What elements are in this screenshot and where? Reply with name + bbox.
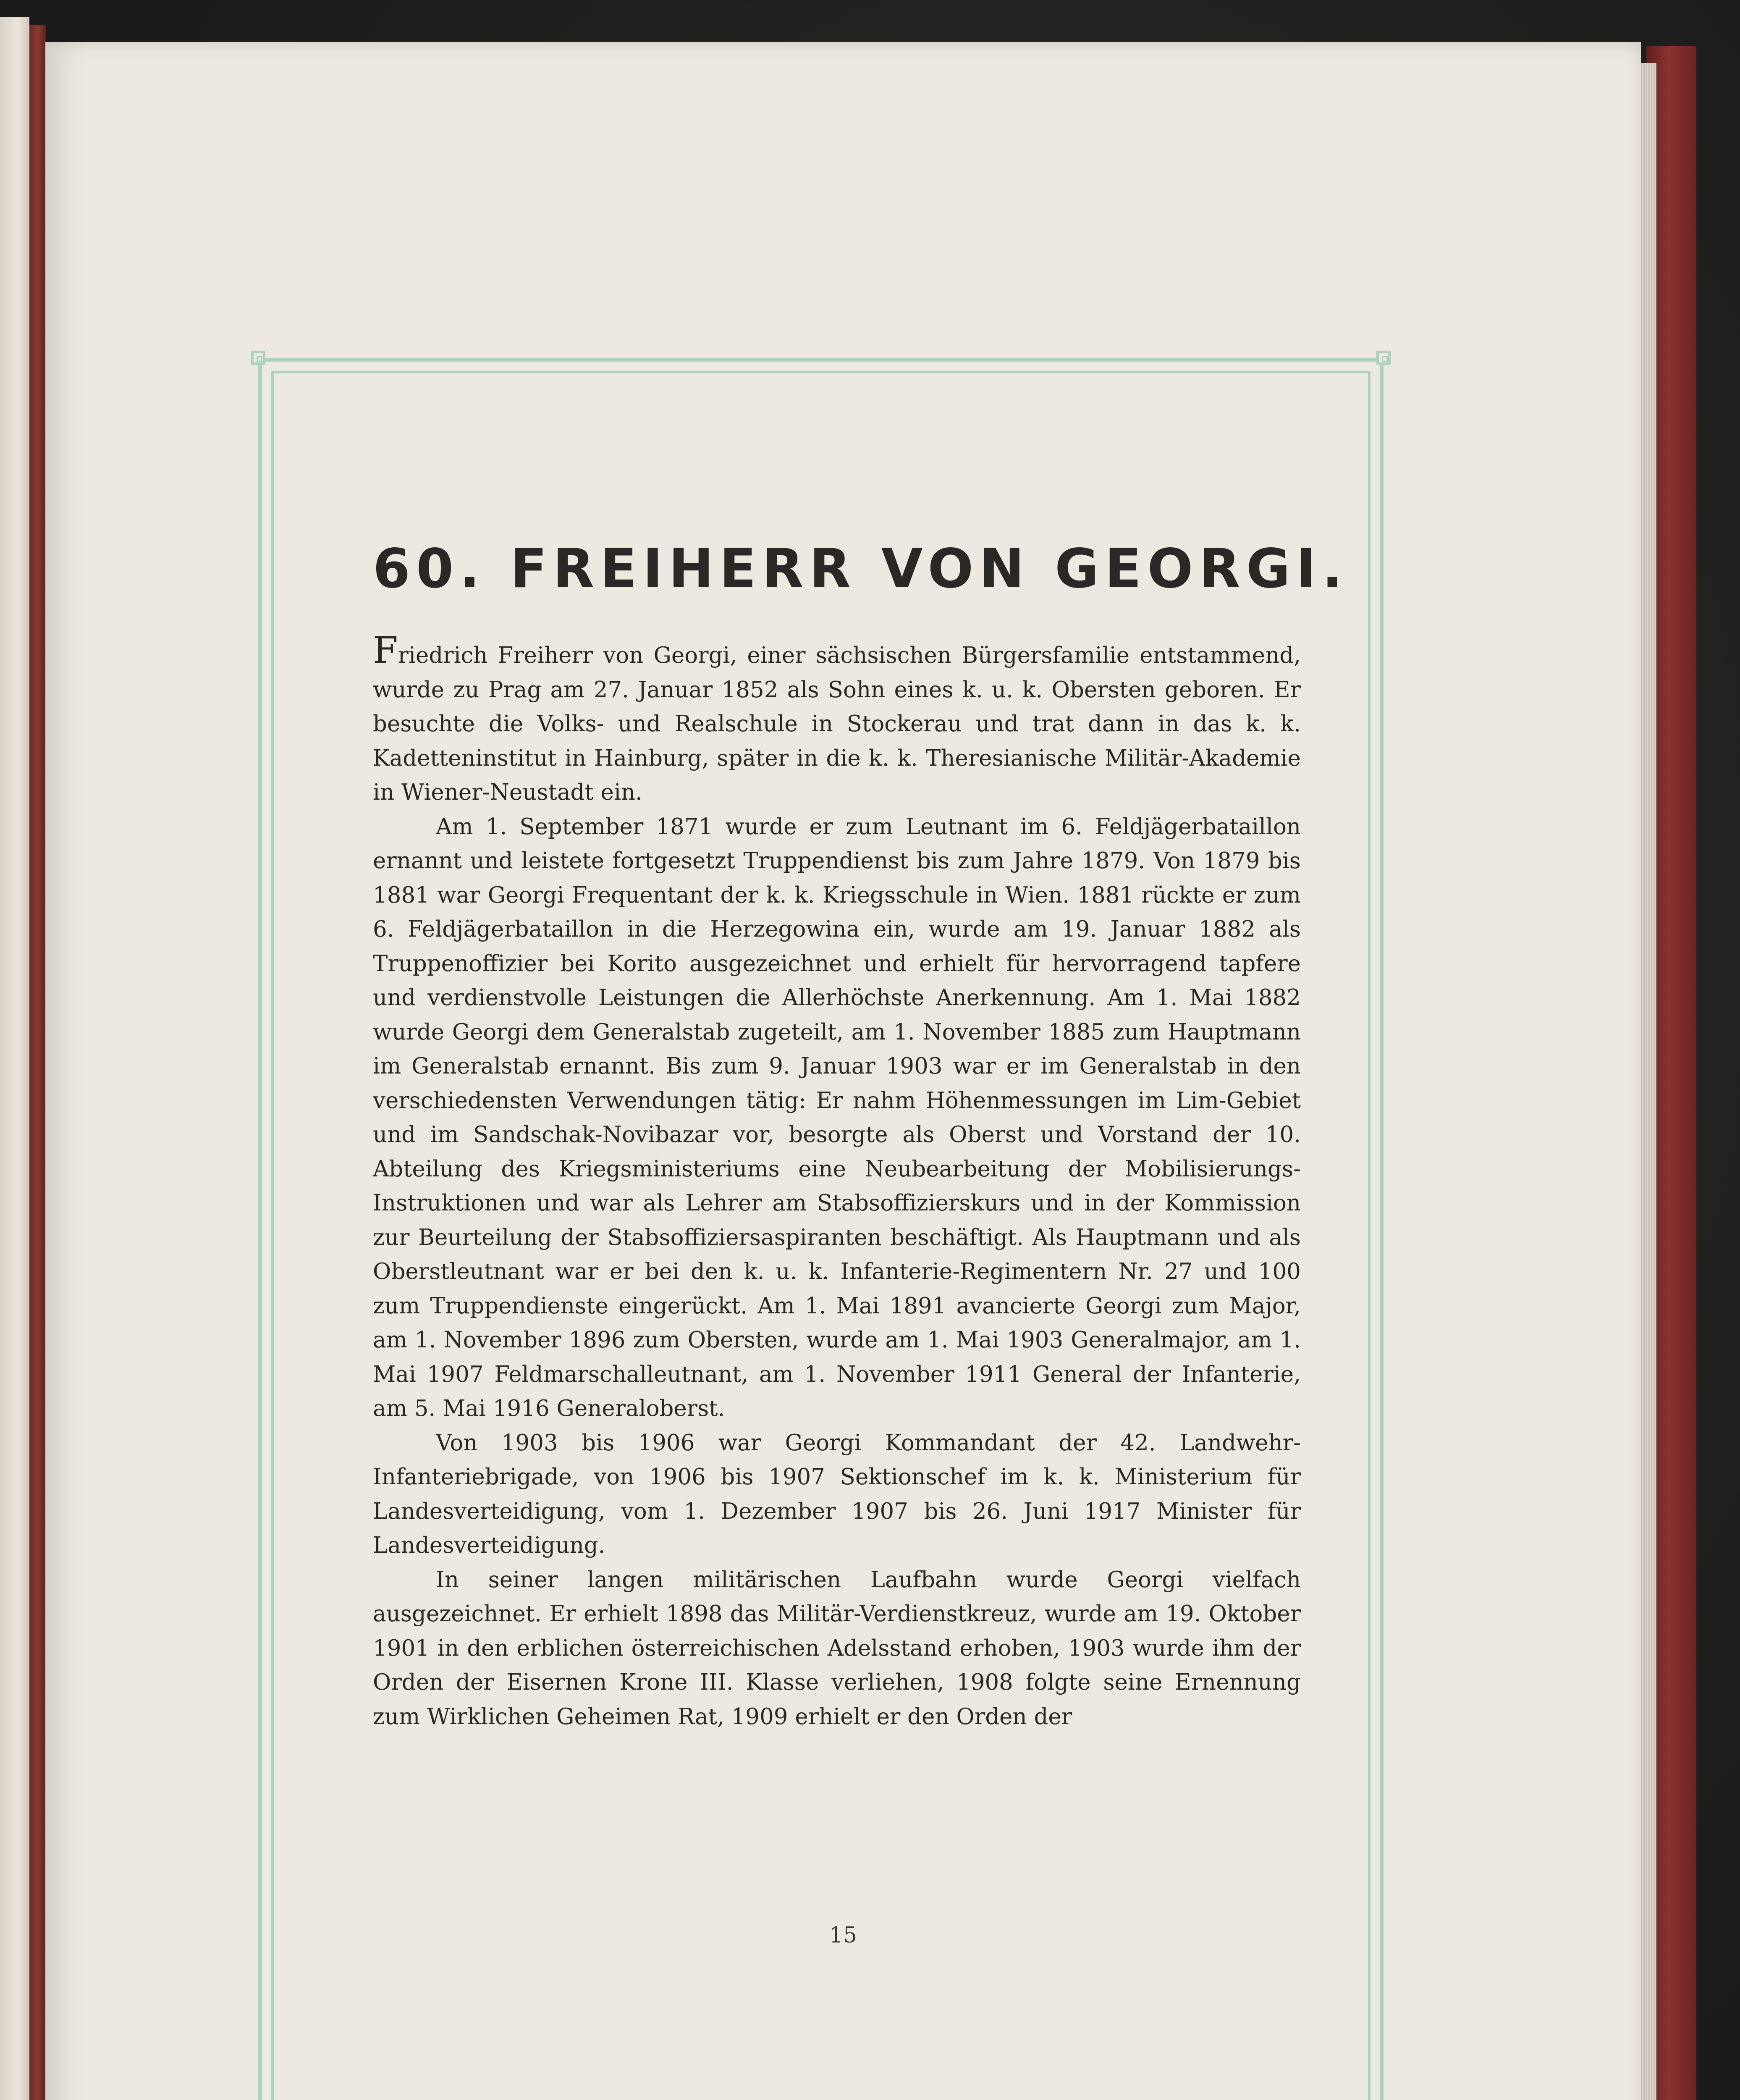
book-page — [45, 42, 1641, 2100]
frame-corner-ornament — [251, 351, 265, 365]
page-number: 15 — [829, 1923, 857, 1948]
paragraph-2: Am 1. September 1871 wurde er zum Leutnant im 6. Feldjägerbataillon ernannt und leistete fortgesetzt Truppendienst bis zum Jahre 1879. Von 1879 bis 1881 war Georgi Frequentant der k. k. Kriegsschule in Wien. 1881 rückte er zum 6. Feldjägerbataillon in die Herzegowina ein, wurde am 19. Januar 1882 als Truppenoffizier bei Korito ausgezeichnet und erhielt für hervorragend tapfere und verdienstvolle Leistungen die Allerhöchste Anerkennung. Am 1. Mai 1882 wurde Georgi dem Generalstab zugeteilt, am 1. November 1885 zum Hauptmann im Generalstab ernannt. Bis zum 9. Januar 1903 war er im Generalstab in den verschiedensten Verwendungen tätig: Er nahm Höhenmessungen im Lim-Gebiet und im Sandschak-Novibazar vor, besorgte als Oberst und Vorstand der 10. Abteilung des Kriegsministeriums eine Neubearbeitung der Mobilisierungs-Instruktionen und war als Lehrer am Stabsoffizierskurs und in der Kommission zur Beurteilung der Stabsoffiziersaspiranten beschäftigt. Als Hauptmann und als Oberstleutnant war er bei den k. u. k. Infanterie-Regimentern Nr. 27 und 100 zum Truppendienste eingerückt. Am 1. Mai 1891 avancierte Georgi zum Major, am 1. November 1896 zum Obersten, wurde am 1. Mai 1903 Generalmajor, am 1. Mai 1907 Feldmarschalleutnant, am 1. November 1911 General der Infanterie, am 5. Mai 1916 Generaloberst. — [373, 814, 1301, 1421]
paragraph-1 — [373, 630, 1301, 810]
paragraph-4: In seiner langen militärischen Laufbahn wurde Georgi vielfach ausgezeichnet. Er erhielt 1898 das Militär-Verdienstkreuz, wurde am 19. Oktober 1901 in den erblichen österreichischen Adelsstand erhoben, 1903 wurde ihm der Orden der Eisernen Krone III. Klasse verliehen, 1908 folgte seine Ernennung zum Wirklichen Geheimen Rat, 1909 erhielt er den Orden der — [373, 1567, 1301, 1730]
page-stack-edge — [1640, 63, 1656, 2100]
left-binding — [29, 25, 46, 2100]
article-title: 60. FREIHERR VON GEORGI. — [373, 538, 1349, 600]
frame-corner-ornament — [1376, 351, 1391, 365]
article-body — [373, 538, 1349, 1734]
paragraph-1-text: riedrich Freiherr von Georgi, einer sächsischen Bürgersfamilie entstammend, wurde zu Prag am 27. Januar 1852 als Sohn eines k. u. k. Obersten geboren. Er besuchte die Volks- und Realschule in Stockerau und trat dann in das k. k. Kadetteninstitut in Hainburg, später in die k. k. Theresianische Militär-Akademie in Wiener-Neustadt ein. — [373, 643, 1301, 805]
facing-page-edge — [0, 17, 29, 2100]
paragraph-3: Von 1903 bis 1906 war Georgi Kommandant der 42. Landwehr-Infanteriebrigade, von 1906 bis 1907 Sektionschef im k. k. Ministerium für Landesverteidigung, vom 1. Dezember 1907 bis 26. Juni 1917 Minister für Landesverteidigung. — [373, 1430, 1301, 1558]
drop-cap: F — [373, 630, 398, 672]
